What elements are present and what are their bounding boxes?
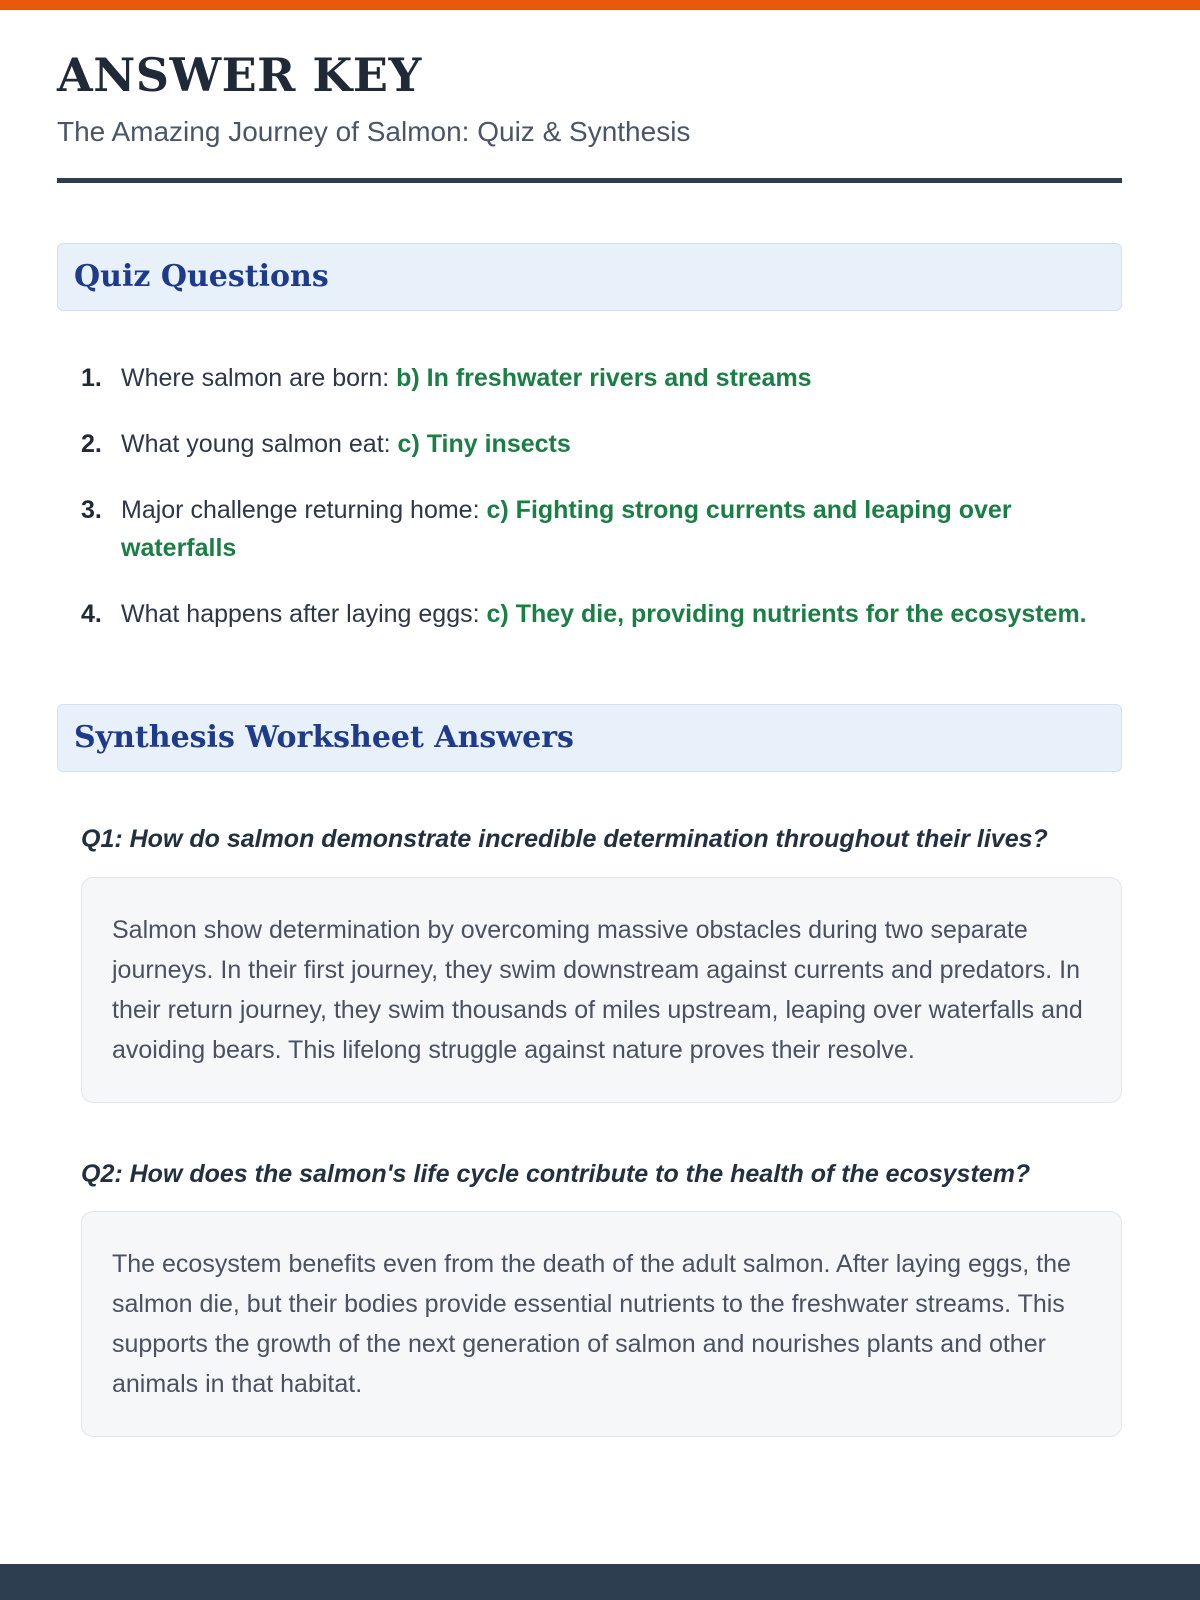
- question-number: 2.: [81, 429, 102, 458]
- question-answer: c) They die, providing nutrients for the ecosystem.: [486, 600, 1087, 628]
- quiz-question-3: [81, 491, 1122, 569]
- quiz-question-2: [81, 425, 1122, 464]
- question-number: 3.: [81, 495, 102, 524]
- top-accent-bar: [0, 0, 1200, 10]
- question-answer: b) In freshwater rivers and streams: [396, 364, 812, 392]
- question-number: 1.: [81, 364, 102, 392]
- synthesis-question-1: Q1: How do salmon demonstrate incredible determination throughout their lives?: [81, 824, 1048, 853]
- document-content: [57, 10, 1122, 1437]
- page-title: ANSWER KEY: [57, 48, 422, 102]
- question-answer: c) Tiny insects: [397, 429, 571, 458]
- synthesis-answer-2: The ecosystem benefits even from the death of the adult salmon. After laying eggs, the salmon die, but their bodies provide essential nutrients to the freshwater streams. This supports the growth of the next generation of salmon and nourishes plants and other animals in that habitat.: [81, 1211, 1122, 1437]
- quiz-section-title: Quiz Questions: [74, 259, 329, 294]
- quiz-question-4: [81, 595, 1122, 634]
- question-prompt: Where salmon are born:: [121, 364, 390, 392]
- synthesis-answers: [81, 820, 1122, 1438]
- question-prompt: What happens after laying eggs:: [121, 600, 480, 628]
- question-answer: c) Fighting strong currents and leaping over waterfalls: [121, 495, 1012, 563]
- synthesis-answer-1: Salmon show determination by overcoming massive obstacles during two separate journeys. In their first journey, they swim downstream against currents and predators. In their return journey, they swim thousands of miles upstream, leaping over waterfalls and avoiding bears. This lifelong struggle against nature proves their resolve.: [81, 877, 1122, 1103]
- page-subtitle: The Amazing Journey of Salmon: Quiz & Synthesis: [57, 116, 691, 147]
- question-prompt: Major challenge returning home:: [121, 495, 480, 524]
- quiz-question-1: [81, 359, 1122, 398]
- synthesis-section-header: [57, 704, 1122, 772]
- quiz-question-list: [81, 359, 1122, 634]
- question-number: 4.: [81, 600, 102, 628]
- synthesis-section-title: Synthesis Worksheet Answers: [74, 719, 574, 755]
- quiz-section-header: [57, 243, 1122, 311]
- question-prompt: What young salmon eat:: [121, 429, 391, 458]
- header-divider: [57, 178, 1122, 183]
- synthesis-question-2: Q2: How does the salmon's life cycle contribute to the health of the ecosystem?: [81, 1159, 1031, 1188]
- footer-accent-bar: [0, 1564, 1200, 1600]
